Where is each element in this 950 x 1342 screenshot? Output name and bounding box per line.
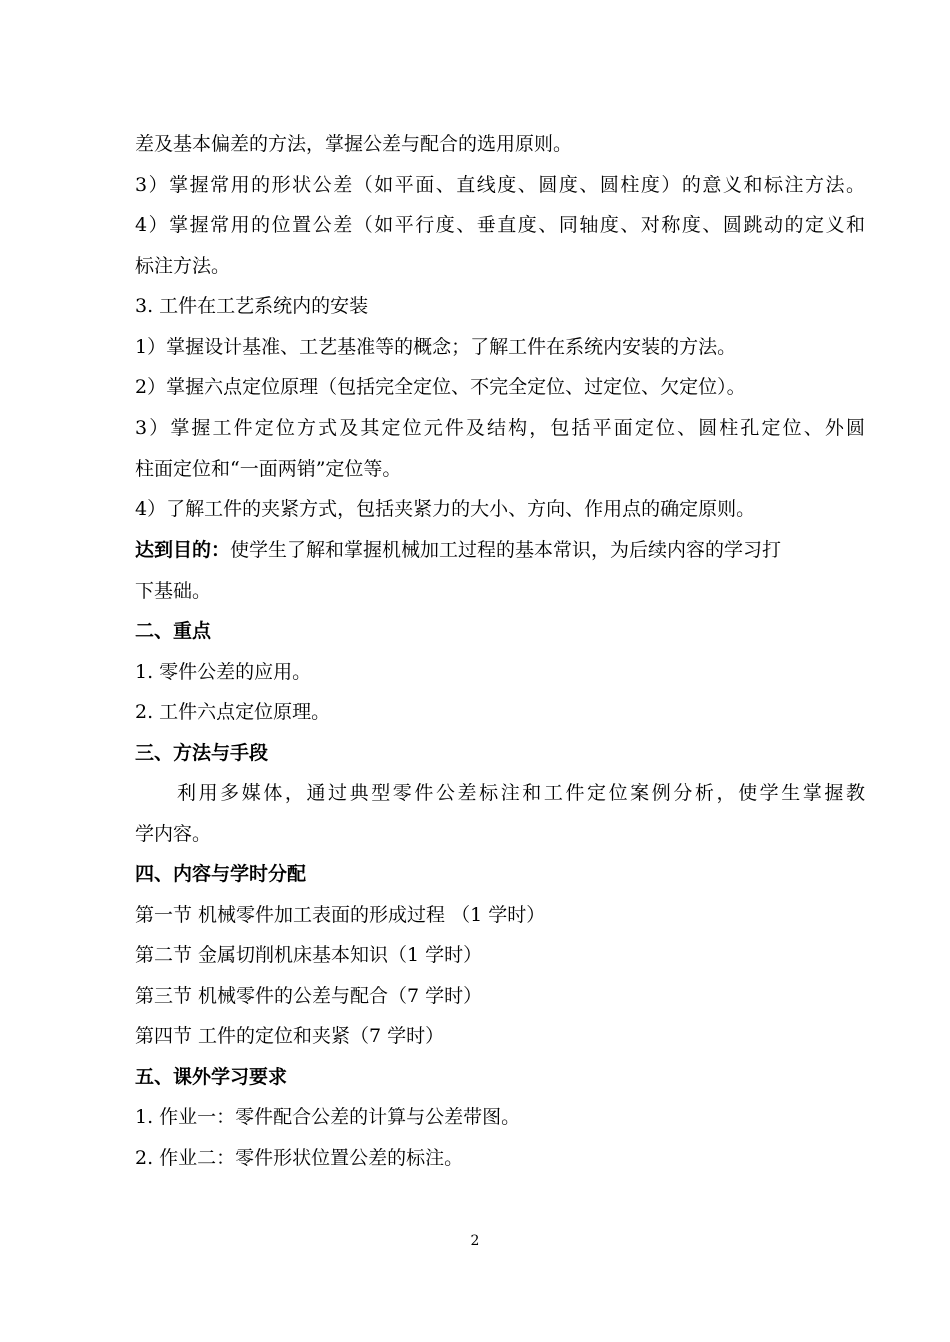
list-item: 第一节 机械零件加工表面的形成过程 （1 学时） (135, 904, 546, 926)
section-heading: 三、方法与手段 (135, 742, 269, 764)
goal-line (135, 537, 865, 565)
paragraph-line: 利用多媒体，通过典型零件公差标注和工件定位案例分析，使学生掌握教 (177, 782, 865, 804)
body-line: 2）掌握六点定位原理（包括完全定位、不完全定位、过定位、欠定位）。 (135, 376, 746, 398)
list-item: 1. 零件公差的应用。 (135, 661, 312, 683)
body-line: 3. 工件在工艺系统内的安装 (135, 295, 369, 317)
section-heading: 五、课外学习要求 (135, 1066, 288, 1088)
list-item: 2. 工件六点定位原理。 (135, 701, 331, 723)
paragraph-line: 学内容。 (135, 823, 212, 845)
list-item: 第三节 机械零件的公差与配合（7 学时） (135, 985, 483, 1007)
list-item: 第四节 工件的定位和夹紧（7 学时） (135, 1025, 445, 1047)
goal-text: 使学生了解和掌握机械加工过程的基本常识，为后续内容的学习打 (230, 539, 782, 561)
section-heading: 二、重点 (135, 620, 212, 642)
body-line: 4）了解工件的夹紧方式，包括夹紧力的大小、方向、作用点的确定原则。 (135, 498, 756, 520)
goal-line-2: 下基础。 (135, 580, 212, 602)
page-number: 2 (470, 1233, 480, 1249)
list-item: 2. 作业二：零件形状位置公差的标注。 (135, 1147, 464, 1169)
body-line: 4）掌握常用的位置公差（如平行度、垂直度、同轴度、对称度、圆跳动的定义和 (135, 214, 865, 236)
list-item: 1. 作业一：零件配合公差的计算与公差带图。 (135, 1106, 521, 1128)
body-line: 差及基本偏差的方法，掌握公差与配合的选用原则。 (135, 133, 573, 155)
goal-label: 达到目的： (135, 539, 231, 561)
body-line: 标注方法。 (135, 255, 231, 277)
body-line: 1）掌握设计基准、工艺基准等的概念；了解工件在系统内安装的方法。 (135, 336, 737, 358)
body-line: 3）掌握工件定位方式及其定位元件及结构，包括平面定位、圆柱孔定位、外圆 (135, 417, 865, 439)
list-item: 第二节 金属切削机床基本知识（1 学时） (135, 944, 483, 966)
body-line: 3）掌握常用的形状公差（如平面、直线度、圆度、圆柱度）的意义和标注方法。 (135, 174, 865, 196)
section-heading: 四、内容与学时分配 (135, 863, 307, 885)
body-line: 柱面定位和“一面两销”定位等。 (135, 458, 402, 480)
